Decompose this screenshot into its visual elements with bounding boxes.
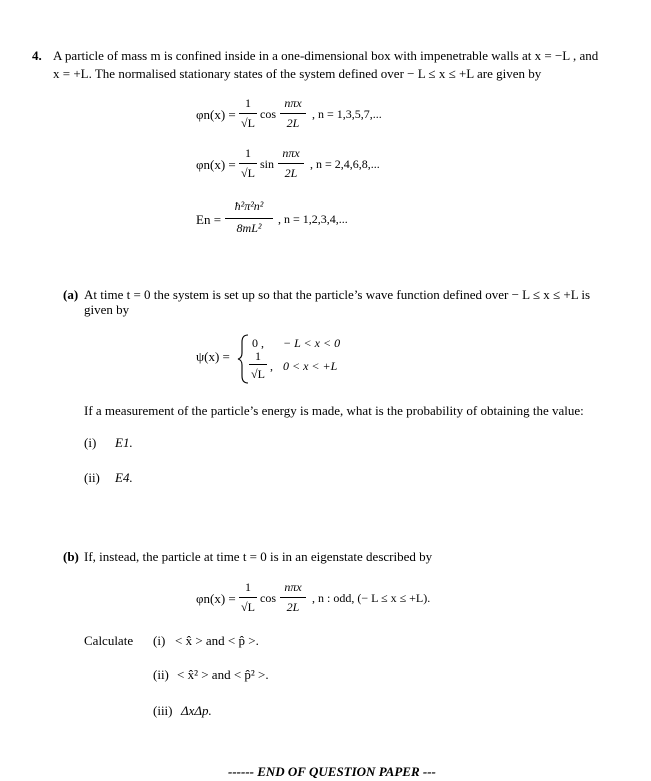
case2-den: √L — [251, 367, 265, 381]
part-b-item-ii-label: (ii) — [153, 667, 169, 682]
question-number: 4. — [32, 48, 42, 63]
eqb-arg-num: nπx — [284, 580, 302, 594]
part-a-label: (a) — [63, 287, 79, 302]
eq2-arg-bar — [278, 163, 304, 164]
part-a-text-line-1: At time t = 0 the system is set up so that the particle’s wave function defined over − L ≤ x ≤ +L is — [84, 287, 591, 302]
eq1-arg-bar — [280, 113, 306, 114]
case1-condition: − L < x < 0 — [283, 336, 341, 350]
part-a-question: If a measurement of the particle’s energy is made, what is the probability of obtaining the value: — [84, 403, 584, 418]
eq3-num: ħ²π²n² — [234, 199, 264, 213]
eq2-lhs: φn(x) = — [196, 157, 236, 172]
part-b-label: (b) — [63, 549, 79, 564]
eq1-condition: , n = 1,3,5,7,... — [312, 107, 382, 121]
eq3-lhs: En = — [196, 212, 222, 227]
eq2-coef-bar — [239, 163, 257, 164]
eq2-coef-den: √L — [241, 166, 255, 180]
question-intro-line-1: A particle of mass m is confined inside in a one-dimensional box with impenetrable walls at x = −L , and — [53, 48, 599, 63]
question-intro-line-2: x = +L. The normalised stationary states of the system defined over − L ≤ x ≤ +L are given by — [53, 66, 542, 81]
case2-condition: 0 < x < +L — [283, 359, 338, 373]
eq1-func: cos — [260, 107, 276, 121]
end-of-paper: ------ END OF QUESTION PAPER --- — [228, 764, 436, 779]
eq3-bar — [225, 218, 273, 219]
eq1-coef-num: 1 — [245, 96, 251, 110]
part-a-item-i-value: E1. — [115, 435, 133, 450]
eq2-coef-num: 1 — [245, 146, 251, 160]
eqb-coef-num: 1 — [245, 580, 251, 594]
eqb-condition: , n : odd, (− L ≤ x ≤ +L). — [312, 591, 431, 605]
eq1-coef-bar — [239, 113, 257, 114]
part-b-text: If, instead, the particle at time t = 0 is in an eigenstate described by — [84, 549, 433, 564]
eqb-lhs: φn(x) = — [196, 591, 236, 606]
part-b-item-iii-text: ΔxΔp. — [181, 703, 212, 718]
eqb-coef-bar — [239, 597, 257, 598]
part-b-item-i-text: < x̂ > and < p̂ >. — [175, 633, 259, 648]
part-a-item-ii-value: E4. — [115, 470, 133, 485]
case2-bar — [249, 364, 267, 365]
part-b-item-i-label: (i) — [153, 633, 166, 648]
eq2-condition: , n = 2,4,6,8,... — [310, 157, 380, 171]
part-a-text-line-2: given by — [84, 302, 130, 317]
psi-lhs: ψ(x) = — [196, 349, 230, 364]
eq1-coef-den: √L — [241, 116, 255, 130]
eq2-func: sin — [260, 157, 275, 171]
case2-comma: , — [270, 359, 273, 373]
case1-value: 0 , — [252, 336, 264, 350]
part-a-item-i-label: (i) — [84, 435, 97, 450]
calculate-label: Calculate — [84, 633, 134, 648]
part-b-item-iii-label: (iii) — [153, 703, 173, 718]
eq1-arg-den: 2L — [286, 116, 300, 130]
eq1-lhs: φn(x) = — [196, 107, 236, 122]
eqb-func: cos — [260, 591, 276, 605]
eq3-den: 8mL² — [236, 221, 262, 235]
case2-num: 1 — [255, 349, 261, 363]
eq2-arg-den: 2L — [284, 166, 298, 180]
part-b-item-ii-text: < x̂² > and < p̂² >. — [177, 667, 269, 682]
eqb-arg-bar — [280, 597, 306, 598]
eq3-condition: , n = 1,2,3,4,... — [278, 212, 348, 226]
eqb-arg-den: 2L — [286, 600, 300, 614]
eq2-arg-num: nπx — [282, 146, 300, 160]
eqb-coef-den: √L — [241, 600, 255, 614]
part-a-item-ii-label: (ii) — [84, 470, 100, 485]
eq1-arg-num: nπx — [284, 96, 302, 110]
